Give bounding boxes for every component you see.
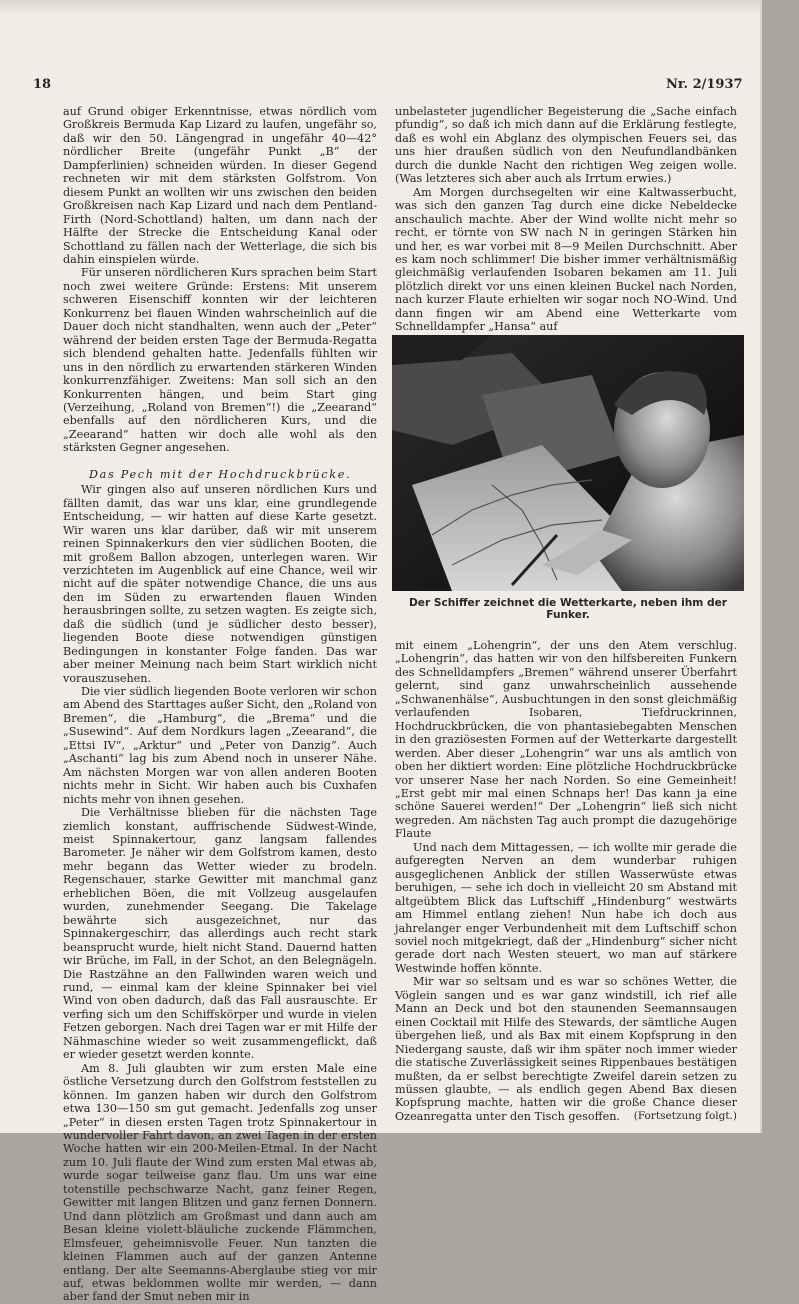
- paragraph: Die vier südlich liegenden Boote verloren wir schon am Abend des Starttages außer Sicht, den „Roland von Bremen“, die „Hamburg“, die „Brema“ und die „Susewind“. Auf dem Nordkurs lagen „Zeearand“, die „Ettsi IV“, „Arktur“ und „Peter von Danzig“. Auch „Aschanti“ lag bis zum Abend noch in unserer Nähe. Am nächsten Morgen war von allen anderen Booten nichts mehr in Sicht. Wir haben auch bis Cuxhafen nichts mehr von ihnen gesehen.: [63, 685, 377, 806]
- photo-caption: Der Schiffer zeichnet die Wetterkarte, neben ihm der Funker.: [408, 597, 728, 621]
- left-column: [63, 105, 377, 1304]
- page-top-edge: [0, 0, 760, 14]
- paragraph: unbelasteter jugendlicher Begeisterung die „Sache einfach pfundig“, so daß ich mich dann auf die Erklärung festlegte, daß es wohl ein Abglanz des olympischen Feuers sei, das uns hier draußen südlich von den Neufundlandbänken durch die dunkle Nacht den richtigen Weg zeigen wolle. (Was letzteres sich aber auch als Irrtum erwies.): [395, 105, 737, 186]
- paragraph: Für unseren nördlicheren Kurs sprachen beim Start noch zwei weitere Gründe: Erstens: Mit unserem schweren Eisenschiff konnten wir der leichteren Konkurrenz bei flauen Winden wahrscheinlich auf die Dauer doch nicht standhalten, wenn auch der „Peter“ während der beiden ersten Tage der Bermuda-Regatta sich blendend gehalten hatte. Jedenfalls fühlten wir uns in den nördlich zu erwartenden stärkeren Winden konkurrenzfähiger. Zweitens: Man soll sich an den Konkurrenten hängen, und beim Start ging (Verzeihung, „Roland von Bremen“!) die „Zeearand“ ebenfalls auf den nördlicheren Kurs, und die „Zeearand“ hatten wir doch alle wohl als den stärksten Gegner angesehen.: [63, 266, 377, 455]
- paragraph: Wir gingen also auf unseren nördlichen Kurs und fällten damit, das war uns klar, eine grundlegende Entscheidung, — wir hatten auf diese Karte gesetzt. Wir waren uns klar darüber, daß wir mit unserem reinen Spinnakerkurs den vier südlichen Booten, die mit großem Ballon abzogen, unterlegen waren. Wir verzichteten im Augenblick auf eine Chance, weil wir nicht auf die später notwendige Chance, die uns aus den im Süden zu erwartenden flauen Winden herausbringen sollte, zu setzen wagten. Es zeigte sich, daß die südlich (und je südlicher desto besser), liegenden Boote diese notwendigen günstigen Bedingungen in konstanter Folge fanden. Das war aber meiner Meinung nach beim Start wirklich nicht vorauszusehen.: [63, 483, 377, 685]
- paragraph: auf Grund obiger Erkenntnisse, etwas nördlich vom Großkreis Bermuda Kap Lizard zu laufen, ungefähr so, daß wir den 50. Längengrad in ungefähr 40—42° nördlicher Breite (ungefähr Punkt „B“ der Dampferlinien) schneiden würden. In dieser Gegend rechneten wir mit dem stärksten Golfstrom. Von diesem Punkt an wollten wir uns zwischen den beiden Großkreisen nach Kap Lizard und nach dem Pentland-Firth (Nord-Schottland) halten, um dann nach der Hälfte der Strecke die Entscheidung Kanal oder Schottland zu fällen nach der Wetterlage, die sich bis dahin einspielen würde.: [63, 105, 377, 266]
- continuation-note: (Fortsetzung folgt.): [633, 1110, 737, 1123]
- photo-illustration: [392, 335, 744, 591]
- paragraph: Mir war so seltsam und es war so schönes Wetter, die Vöglein sangen und es war ganz windstill, ich rief alle Mann an Deck und bot den staunenden Seemannsaugen einen Cocktail mit Hilfe des Stewards, der sämtliche Augen übergehen ließ, und als Bax mit einem Kopfsprung in den Niedergang sauste, daß wir ihm später noch immer wieder die statische Zuverlässigkeit seines Rippenbaues bestätigen mußten, da er selbst berechtigte Zweifel darein setzen zu müssen glaubte, — als endlich gegen Abend Bax diesen Kopfsprung machte, hatten wir die große Chance dieser Ozeanregatta unter den Tisch gesoffen.: [395, 975, 737, 1123]
- paragraph: Die Verhältnisse blieben für die nächsten Tage ziemlich konstant, auffrischende Südwest-Winde, meist Spinnakertour, ganz langsam fallendes Barometer. Je näher wir dem Golfstrom kamen, desto mehr begann das Wetter wieder zu brodeln. Regenschauer, starke Gewitter mit manchmal ganz erheblichen Böen, die mit Vollzeug ausgelaufen wurden, zunehmender Seegang. Die Takelage bewährte sich ausgezeichnet, nur das Spinnakergeschirr, das allerdings auch recht stark beansprucht wurde, hielt nicht Stand. Dauernd hatten wir Brüche, im Fall, in der Schot, an den Belegnägeln. Die Rastzähne an den Fallwinden waren weich und rund, — einmal kam der kleine Spinnaker bei viel Wind von oben dadurch, daß das Fall ausrauschte. Er verfing sich um den Schiffskörper und wurde in vielen Fetzen geborgen. Nach drei Tagen war er mit Hilfe der Nähmaschine wieder so weit zusammengeflickt, daß er wieder gesetzt werden konnte.: [63, 806, 377, 1062]
- paragraph: mit einem „Lohengrin“, der uns den Atem verschlug. „Lohengrin“, das hatten wir von den hilfsbereiten Funkern des Schnelldampfers „Bremen“ während unserer Überfahrt gelernt, sind ganz unwahrscheinlich aussehende „Schwanenhälse“, Ausbuchtungen in den sonst gleichmäßig verlaufenden Isobaren, Tiefdruckrinnen, Hochdruckbrücken, die von phantasiebegabten Menschen in den graziösesten Formen auf der Wetterkarte dargestellt werden. Aber dieser „Lohengrin“ war uns als amtlich von oben her diktiert worden: Eine plötzliche Hochdruckbrücke vor unserer Nase her nach Norden. So eine Gemeinheit! „Erst gebt mir mal einen Schnaps her! Das kann ja eine schöne Sauerei werden!“ Der „Lohengrin“ ließ sich nicht wegreden. Am nächsten Tag auch prompt die dazugehörige Flaute: [395, 639, 737, 841]
- page-number: 18: [33, 77, 52, 92]
- right-column-top: [395, 105, 737, 334]
- issue-number: Nr. 2/1937: [666, 77, 743, 92]
- weather-map-photo: [392, 335, 744, 591]
- paragraph: Am Morgen durchsegelten wir eine Kaltwasserbucht, was sich den ganzen Tag durch eine dicke Nebeldecke anschaulich machte. Aber der Wind wollte nicht mehr so recht, er törnte von SW nach N in geringen Stärken hin und her, es war vorbei mit 8—9 Meilen Durchschnitt. Aber es kam noch schlimmer! Die bisher immer verhältnismäßig gleichmäßig verlaufenden Isobaren bekamen am 11. Juli plötzlich direkt vor uns einen kleinen Buckel nach Norden, nach kurzer Flaute erhielten wir sogar noch NO-Wind. Und dann fingen wir am Abend eine Wetterkarte vom Schnelldampfer „Hansa“ auf: [395, 185, 737, 334]
- right-column-bottom: [395, 639, 737, 1124]
- section-heading: Das Pech mit der Hochdruckbrücke.: [89, 467, 352, 481]
- paragraph: Am 8. Juli glaubten wir zum ersten Male eine östliche Versetzung durch den Golfstrom feststellen zu können. Im ganzen haben wir durch den Golfstrom etwa 130—150 sm gut gemacht. Jedenfalls zog unser „Peter“ in diesen ersten Tagen trotz Spinnakertour in wundervoller Fahrt davon, an zwei Tagen in der ersten Woche hatten wir ein 200-Meilen-Etmal. In der Nacht zum 10. Juli flaute der Wind zum ersten Mal etwas ab, wurde sogar teilweise ganz flau. Um uns war eine totenstille pechschwarze Nacht, ganz feiner Regen, Gewitter mit langen Blitzen und ganz fernen Donnern. Und dann plötzlich am Großmast und dann auch am Besan kleine violett-bläuliche zuckende Flämmchen, Elmsfeuer, geheimnisvolle Feuer. Nun tanzten die kleinen Flammen auch auf der ganzen Antenne entlang. Der alte Seemanns-Aberglaube stieg vor mir auf, etwas beklommen wollte mir werden, — dann aber fand der Smut neben mir in: [63, 1061, 377, 1304]
- paragraph: Und nach dem Mittagessen, — ich wollte mir gerade die aufgeregten Nerven an dem wunderbar ruhigen ausgeglichenen Anblick der stillen Wasserwüste etwas beruhigen, — sehe ich doch in vielleicht 20 sm Abstand mit altgeübtem Blick das Luftschiff „Hindenburg“ westwärts am Himmel entlang ziehen! Nun habe ich doch aus jahrelanger enger Verbundenheit mit dem Luftschiff schon soviel noch mitgekriegt, daß der „Hindenburg“ sicher nicht gerade dort nach Westen steuert, wo man auf stärkere Westwinde hoffen könnte.: [395, 840, 737, 975]
